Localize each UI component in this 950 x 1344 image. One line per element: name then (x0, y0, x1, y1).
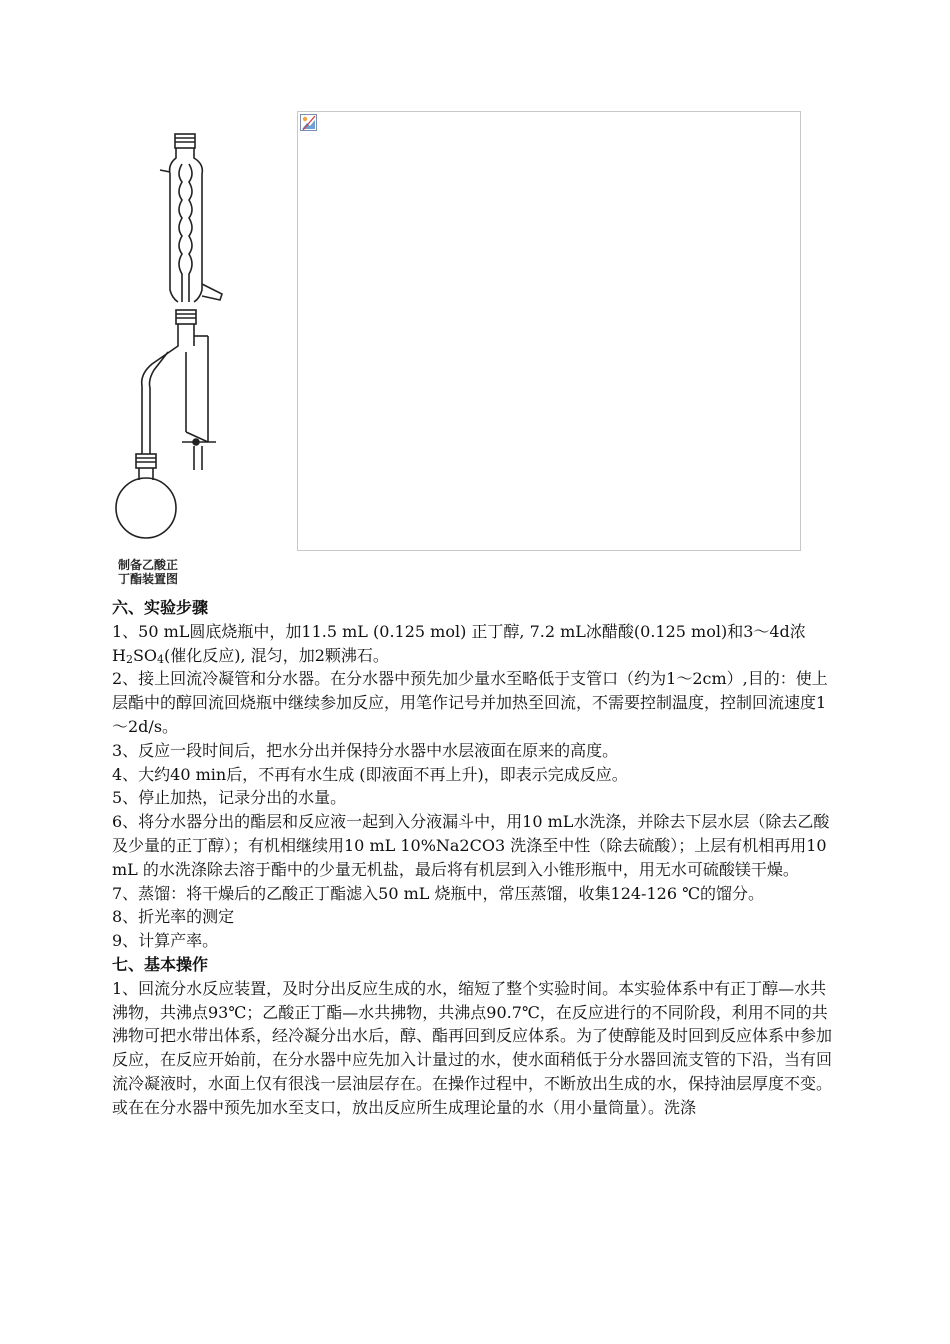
step-9: 9、计算产率。 (112, 931, 219, 951)
section7-paragraph-1: 1、回流分水反应装置，及时分出反应生成的水，缩短了整个实验时间。本实验体系中有正丁醇—水共沸物，共沸点93℃；乙酸正丁酯—水共拂物，共沸点90.7℃，在反应进行的不同阶段，利用不同的共沸物可把水带出体系，经冷凝分出水后，醇、酯再回到反应体系。为了使醇能及时回到反应体系中参加反应，在反应开始前，在分水器中应先加入计量过的水，使水面稍低于分水器回流支管的下沿，当有回流冷凝液时，水面上仅有很浅一层油层存在。在操作过程中，不断放出生成的水，保持油层厚度不变。或在在分水器中预先加水至支口，放出反应所生成理论量的水（用小量筒量）。洗涤 (112, 978, 833, 1117)
apparatus-drawing (112, 124, 242, 564)
figure-caption (118, 558, 208, 586)
step1-sub-4: 4 (157, 652, 165, 666)
step-5: 5、停止加热，记录分出的水量。 (112, 788, 347, 808)
step1-sub-2: 2 (125, 652, 133, 666)
caption-line1: 制备乙酸正 (118, 558, 179, 572)
document-body (112, 596, 836, 1120)
broken-image-placeholder (297, 111, 801, 551)
step-8: 8、折光率的测定 (112, 907, 235, 927)
step-1 (112, 620, 836, 668)
section7-heading: 七、基本操作 (112, 954, 209, 974)
apparatus-figure (112, 124, 242, 592)
step1-text-c: (催化反应), 混匀，加2颗沸石。 (164, 645, 389, 665)
step-3: 3、反应一段时间后，把水分出并保持分水器中水层液面在原来的高度。 (112, 740, 619, 760)
section6-heading: 六、实验步骤 (112, 598, 209, 617)
step-4: 4、大约40 min后，不再有水生成 (即液面不再上升)，即表示完成反应。 (112, 764, 628, 784)
step-6: 6、将分水器分出的酯层和反应液一起到入分液漏斗中，用10 mL水洗涤，并除去下层水层（除去乙酸及少量的正丁醇）；有机相继续用10 mL 10%Na2CO3 洗涤至中性（除去硫酸）；上层有机相再用10 mL 的水洗涤除去溶于酯中的少量无机盐，最后将有机层到入小锥形瓶中，用无水可硫酸镁干燥。 (112, 812, 830, 879)
step-2: 2、接上回流冷凝管和分水器。在分水器中预先加少量水至略低于支管口（约为1～2cm）,目的：使上层酯中的醇回流回烧瓶中继续参加反应，用笔作记号并加热至回流，不需要控制温度，控制回流速度1～2d/s。 (112, 669, 828, 736)
step1-text-b: SO (132, 645, 158, 665)
caption-line2: 丁酯装置图 (118, 572, 179, 586)
step-7: 7、蒸馏：将干燥后的乙酸正丁酯滤入50 mL 烧瓶中，常压蒸馏，收集124-126 ℃的馏分。 (112, 883, 764, 903)
step1-text-a: 1、50 mL圆底烧瓶中，加11.5 mL (0.125 mol) 正丁醇, 7.2 mL冰醋酸(0.125 mol)和3～4d浓H (112, 621, 806, 665)
broken-image-icon (300, 114, 318, 132)
